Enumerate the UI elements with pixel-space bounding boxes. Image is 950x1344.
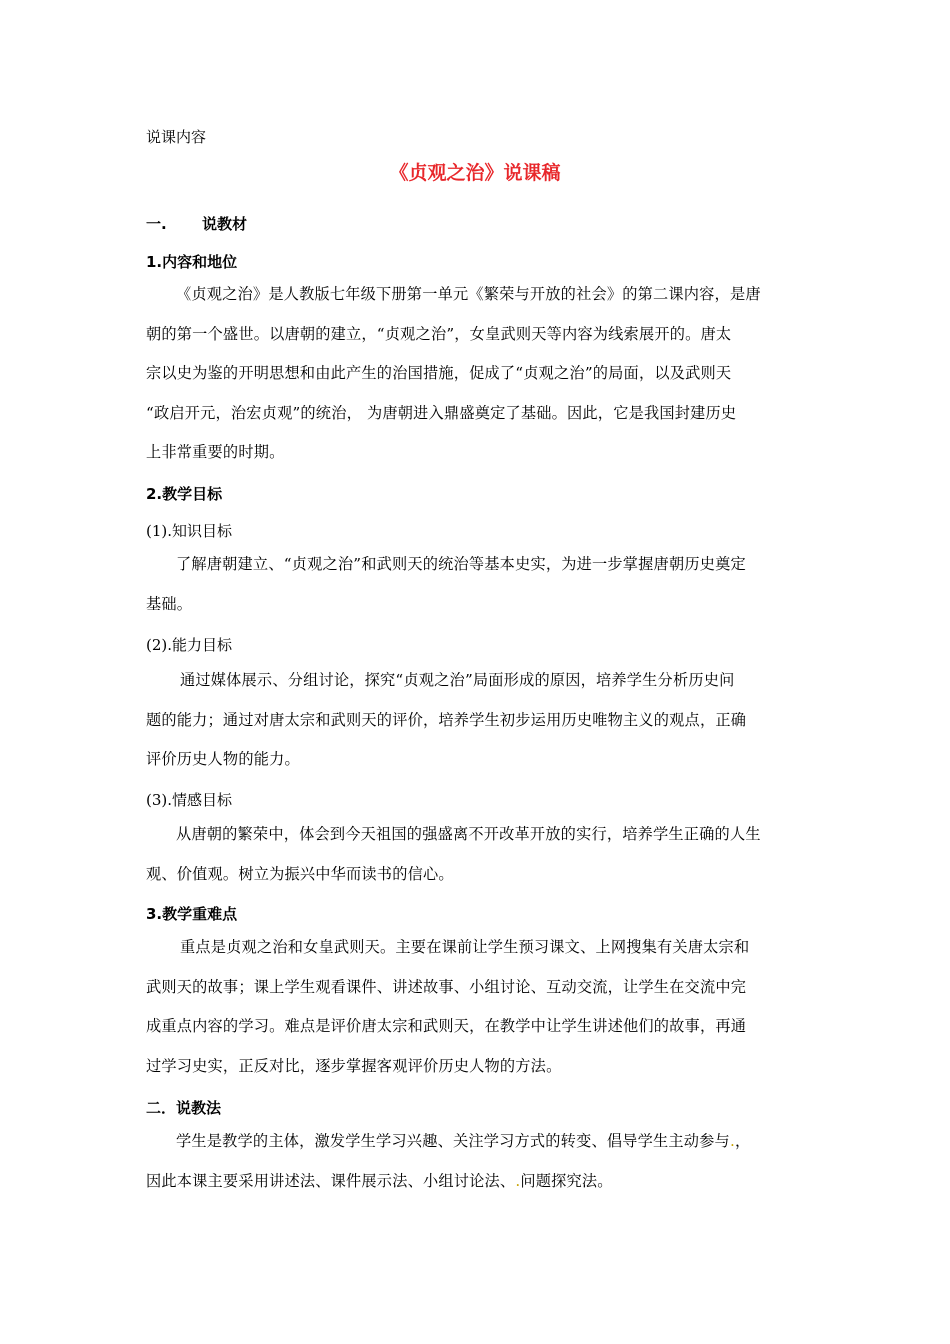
subheading-teaching-goals: 2.教学目标 — [146, 485, 223, 503]
section-heading-2: 二．说教法 — [146, 1099, 222, 1117]
methods-line1-text: 学生是教学的主体，激发学生学习兴趣、关注学习方式的转变、倡导学生主动参与 — [176, 1132, 730, 1150]
paragraph-line: 重点是贞观之治和女皇武则天。主要在课前让学生预习课文、上网搜集有关唐太宗和 — [180, 938, 750, 956]
paragraph-content-position — [146, 275, 808, 473]
section-label: 说教材 — [202, 215, 248, 233]
header-note: 说课内容 — [146, 128, 207, 146]
mark-dot: . — [515, 1171, 521, 1190]
goal-heading-knowledge: (1).知识目标 — [146, 522, 233, 540]
section-heading-1 — [146, 214, 247, 234]
paragraph-teaching-methods — [146, 1122, 808, 1201]
subheading-key-difficult-points: 3.教学重难点 — [146, 905, 238, 923]
document-title: 《贞观之治》说课稿 — [389, 162, 561, 184]
paragraph-line: 从唐朝的繁荣中，体会到今天祖国的强盛离不开改革开放的实行，培养学生正确的人生 — [176, 825, 761, 843]
paragraph-line: “政启开元，治宏贞观”的统治， 为唐朝进入鼎盛奠定了基础。因此，它是我国封建历史 — [146, 403, 737, 422]
paragraph-line — [146, 1122, 808, 1162]
paragraph-line: 通过媒体展示、分组讨论，探究“贞观之治”局面形成的原因，培养学生分析历史问 — [180, 671, 735, 689]
paragraph-line: 了解唐朝建立、“贞观之治”和武则天的统治等基本史实，为进一步掌握唐朝历史奠定 — [176, 555, 746, 573]
paragraph-emotion-goal — [146, 815, 808, 894]
section-number: 一. — [146, 215, 167, 233]
paragraph-line: 评价历史人物的能力。 — [146, 750, 300, 768]
paragraph-ability-goal — [146, 661, 808, 780]
paragraph-key-difficult-points — [146, 928, 808, 1086]
paragraph-line: 上非常重要的时期。 — [146, 443, 285, 461]
mark-dot: . — [729, 1132, 735, 1150]
paragraph-line: 基础。 — [146, 594, 193, 613]
goal-heading-ability: (2).能力目标 — [146, 636, 233, 654]
paragraph-line: 观、价值观。树立为振兴中华而读书的信心。 — [146, 864, 454, 883]
paragraph-line: 宗以史为鉴的开明思想和由此产生的治国措施，促成了“贞观之治”的局面，以及武则天 — [146, 364, 732, 382]
goal-heading-emotion: (3).情感目标 — [146, 791, 233, 809]
paragraph-line: 《贞观之治》是人教版七年级下册第一单元《繁荣与开放的社会》的第二课内容，是唐 — [176, 285, 761, 303]
subheading-content-position: 1.内容和地位 — [146, 253, 238, 271]
methods-line2-text-b: 问题探究法。 — [520, 1171, 613, 1190]
paragraph-line: 武则天的故事；课上学生观看课件、讲述故事、小组讨论、互动交流，让学生在交流中完 — [146, 977, 747, 996]
paragraph-line: 题的能力；通过对唐太宗和武则天的评价，培养学生初步运用历史唯物主义的观点，正确 — [146, 710, 747, 729]
methods-line1-end: ， — [734, 1132, 751, 1150]
paragraph-line: 朝的第一个盛世。以唐朝的建立，“贞观之治”，女皇武则天等内容为线索展开的。唐太 — [146, 324, 732, 343]
paragraph-line — [146, 1162, 808, 1202]
paragraph-line: 过学习史实，正反对比，逐步掌握客观评价历史人物的方法。 — [146, 1056, 562, 1075]
paragraph-knowledge-goal — [146, 545, 808, 624]
paragraph-line: 成重点内容的学习。难点是评价唐太宗和武则天，在教学中让学生讲述他们的故事，再通 — [146, 1017, 747, 1035]
methods-line2-text-a: 因此本课主要采用讲述法、课件展示法、小组讨论法、 — [146, 1171, 516, 1190]
